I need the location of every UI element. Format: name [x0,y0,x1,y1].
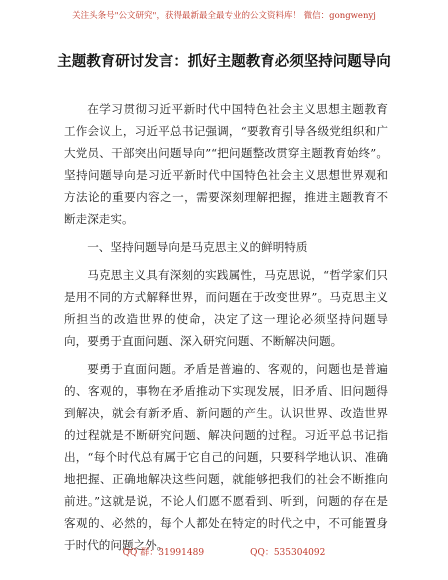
page-title: 主题教育研讨发言：抓好主题教育必须坚持问题导向 [57,54,391,70]
section-heading: 一、坚持问题导向是马克思主义的鲜明特质 [87,240,308,254]
paragraph: 要勇于直面问题。矛盾是普遍的、客观的，问题也是普遍的、客观的，事物在矛盾推动下实现发展，旧矛盾、旧问题得到解决，就会有新矛盾、新问题的产生。认识世界、改造世界的过程就是不断研究问题、解决问题的过程。习近平总书记指出，“每个时代总有属于它自己的问题，只要科学地认识、准确地把握、正确地解决这些问题，就能够把我们的社会不断推向前进。”这就是说，不论人们愿不愿看到、听到，问题的存在是客观的、必然的，每个人都处在特定的时代之中，不可能置身于时代的问题之外。 [64,362,388,552]
header-promo-note: 关注头条号"公文研究"，获得最新最全最专业的公文资料库！ 微信：gongwenyj [72,11,376,21]
paragraph: 在学习贯彻习近平新时代中国特色社会主义思想主题教育工作会议上，习近平总书记强调，“要教育引导各级党组织和广大党员、干部突出问题导向”“把问题整改贯穿主题教育始终”。坚持问题导向是习近平新时代中国特色社会主义思想世界观和方法论的重要内容之一，需要深刻理解把握，推进主题教育不断走深走实。 [64,102,388,226]
footer-contact [0,547,448,559]
paragraph: 马克思主义具有深刻的实践属性，马克思说，“哲学家们只是用不同的方式解释世界，而问题在于改变世界”。马克思主义所担当的改造世界的使命，决定了这一理论必须坚持问题导向，要勇于直面问题、深入研究问题、不断解决问题。 [64,268,388,348]
footer-qq-group: QQ 群：31991489 [122,548,205,558]
article-body [64,98,388,562]
footer-qq: QQ：535304092 [250,548,326,558]
